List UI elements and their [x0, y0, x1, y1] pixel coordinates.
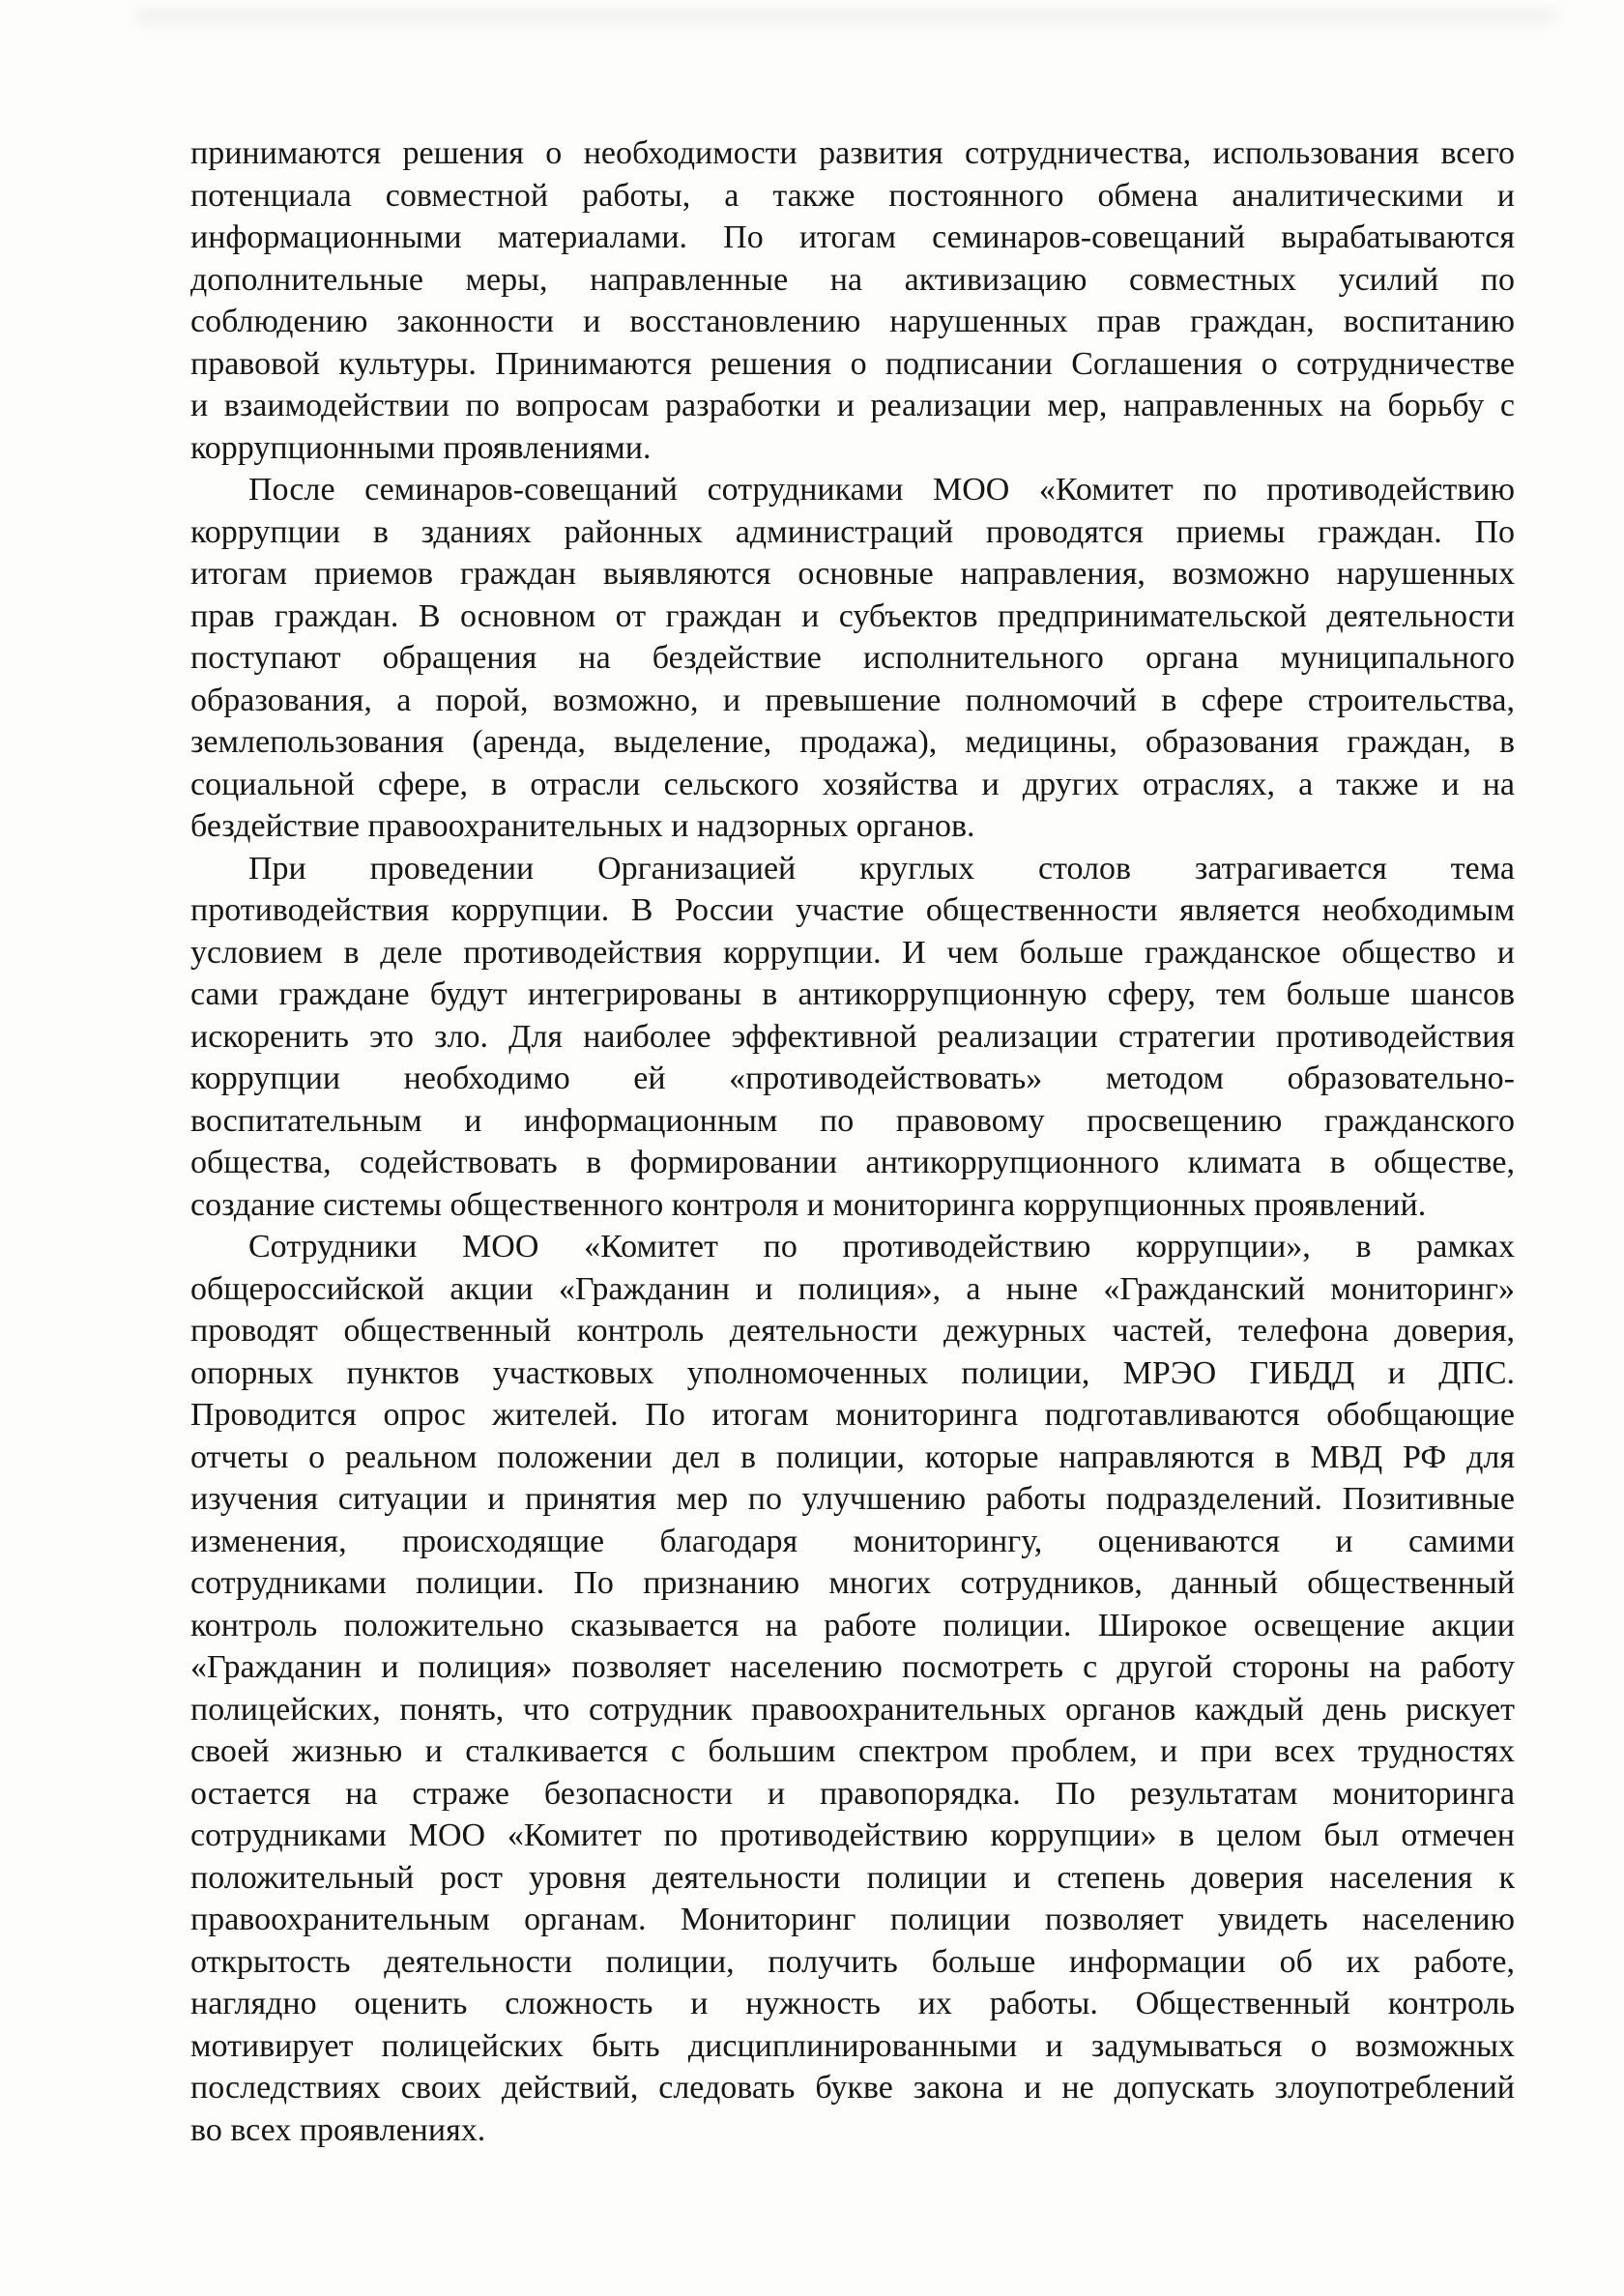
- paragraph: [190, 132, 1515, 469]
- text-line: воспитательным и информационным по правовому просвещению гражданского: [190, 1102, 1515, 1139]
- text-line: мотивирует полицейских быть дисциплинированными и задумываться о возможных: [190, 2027, 1515, 2064]
- text-line: общероссийской акции «Гражданин и полиция», а ныне «Гражданский мониторинг»: [190, 1270, 1515, 1307]
- text-line: опорных пунктов участковых уполномоченных полиции, МРЭО ГИБДД и ДПС.: [190, 1354, 1515, 1391]
- paragraph: [190, 469, 1515, 848]
- text-line: дополнительные меры, направленные на активизацию совместных усилий по: [190, 261, 1515, 298]
- text-line: контроль положительно сказывается на работе полиции. Широкое освещение акции: [190, 1607, 1515, 1643]
- text-line: потенциала совместной работы, а также постоянного обмена аналитическими и: [190, 177, 1515, 214]
- text-line: землепользования (аренда, выделение, продажа), медицины, образования граждан, в: [190, 724, 1515, 760]
- text-line: полицейских, понять, что сотрудник правоохранительных органов каждый день рискует: [190, 1691, 1515, 1728]
- text-line: После семинаров-совещаний сотрудниками МОО «Комитет по противодействию: [248, 472, 1515, 508]
- text-line: сотрудниками полиции. По признанию многих сотрудников, данный общественный: [190, 1565, 1515, 1601]
- text-line: наглядно оценить сложность и нужность их работы. Общественный контроль: [190, 1986, 1515, 2021]
- text-line: образования, а порой, возможно, и превышение полномочий в сфере строительства,: [190, 682, 1515, 718]
- text-line: поступают обращения на бездействие исполнительного органа муниципального: [190, 640, 1515, 676]
- text-line: принимаются решения о необходимости развития сотрудничества, использования всего: [190, 135, 1515, 171]
- text-line: коррупции в зданиях районных администраций проводятся приемы граждан. По: [190, 513, 1515, 550]
- text-line: изучения ситуации и принятия мер по улучшению работы подразделений. Позитивные: [190, 1481, 1515, 1517]
- document-body: [190, 132, 1515, 2151]
- text-line: во всех проявлениях.: [190, 2111, 486, 2148]
- text-line: общества, содействовать в формировании антикоррупционного климата в обществе,: [190, 1145, 1515, 1180]
- text-line: создание системы общественного контроля и мониторинга коррупционных проявлений.: [190, 1186, 1427, 1223]
- text-line: итогам приемов граждан выявляются основные направления, возможно нарушенных: [190, 556, 1515, 592]
- text-line: При проведении Организацией круглых столов затрагивается тема: [248, 850, 1515, 886]
- scan-edge-shadow: [135, 8, 1556, 33]
- text-line: правоохранительным органам. Мониторинг полиции позволяет увидеть населению: [190, 1902, 1515, 1937]
- text-line: изменения, происходящие благодаря мониторингу, оцениваются и самими: [190, 1523, 1515, 1559]
- paragraph: [190, 848, 1515, 1227]
- text-line: своей жизнью и сталкивается с большим спектром проблем, и при всех трудностях: [190, 1733, 1515, 1769]
- text-line: социальной сфере, в отрасли сельского хозяйства и других отраслях, а также и на: [190, 766, 1515, 802]
- text-line: проводят общественный контроль деятельности дежурных частей, телефона доверия,: [190, 1313, 1515, 1349]
- text-line: остается на страже безопасности и правопорядка. По результатам мониторинга: [190, 1775, 1515, 1812]
- text-line: сотрудниками МОО «Комитет по противодействию коррупции» в целом был отмечен: [190, 1817, 1515, 1853]
- text-line: условием в деле противодействия коррупции. И чем больше гражданское общество и: [190, 934, 1515, 971]
- text-line: положительный рост уровня деятельности полиции и степень доверия населения к: [190, 1859, 1515, 1896]
- text-line: открытость деятельности полиции, получить больше информации об их работе,: [190, 1943, 1515, 1980]
- text-line: отчеты о реальном положении дел в полиции, которые направляются в МВД РФ для: [190, 1439, 1515, 1475]
- text-line: Сотрудники МОО «Комитет по противодействию коррупции», в рамках: [248, 1229, 1515, 1264]
- text-line: последствиях своих действий, следовать букве закона и не допускать злоупотреблений: [190, 2070, 1515, 2106]
- text-line: «Гражданин и полиция» позволяет населению посмотреть с другой стороны на работу: [190, 1649, 1515, 1685]
- text-line: и взаимодействии по вопросам разработки и реализации мер, направленных на борьбу с: [190, 388, 1515, 423]
- text-line: коррупционными проявлениями.: [190, 429, 652, 466]
- text-line: Проводится опрос жителей. По итогам мониторинга подготавливаются обобщающие: [190, 1397, 1515, 1433]
- text-line: бездействие правоохранительных и надзорных органов.: [190, 808, 975, 844]
- text-line: прав граждан. В основном от граждан и субъектов предпринимательской деятельности: [190, 597, 1515, 634]
- text-line: коррупции необходимо ей «противодействовать» методом образовательно-: [190, 1061, 1515, 1096]
- paragraph: [190, 1226, 1515, 2151]
- text-line: сами граждане будут интегрированы в антикоррупционную сферу, тем больше шансов: [190, 976, 1515, 1012]
- text-line: противодействия коррупции. В России участие общественности является необходимым: [190, 892, 1515, 928]
- text-line: искоренить это зло. Для наиболее эффективной реализации стратегии противодействия: [190, 1018, 1515, 1055]
- text-line: правовой культуры. Принимаются решения о подписании Соглашения о сотрудничестве: [190, 345, 1515, 382]
- text-line: информационными материалами. По итогам семинаров-совещаний вырабатываются: [190, 219, 1515, 255]
- text-line: соблюдению законности и восстановлению нарушенных прав граждан, воспитанию: [190, 304, 1515, 339]
